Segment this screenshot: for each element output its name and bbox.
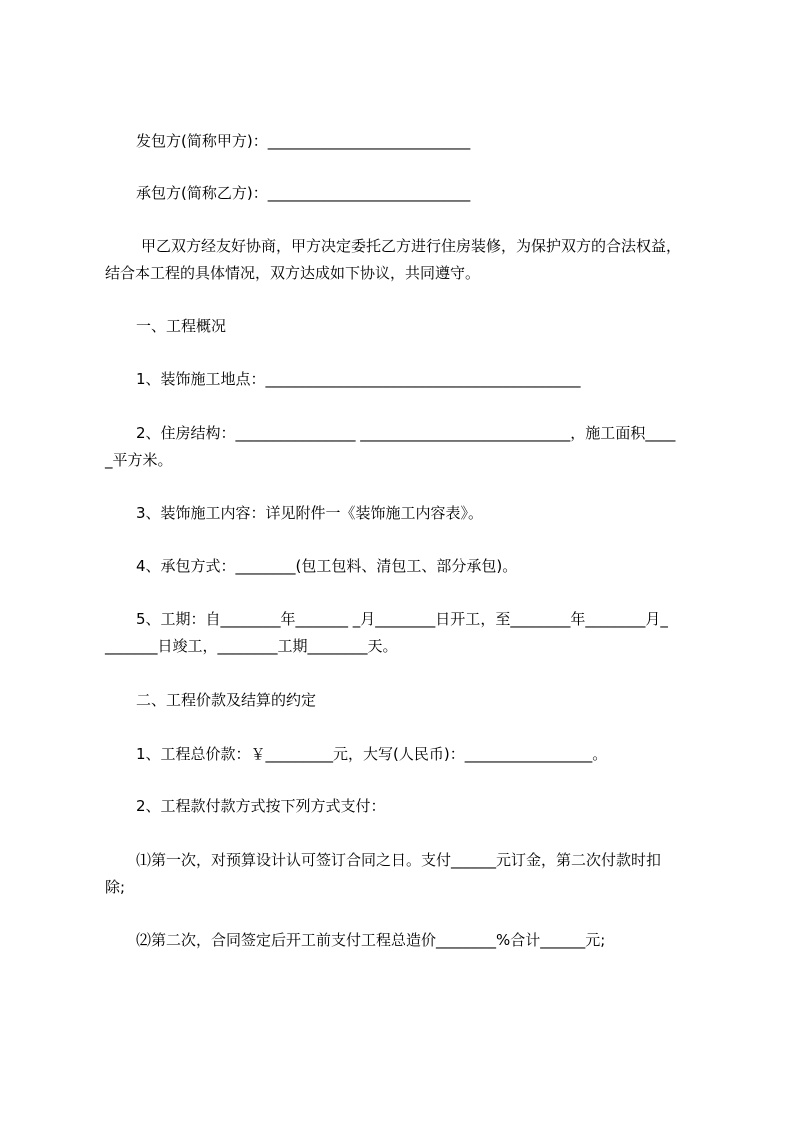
party-b-line: 承包方(简称乙方)：___________________________ — [136, 184, 471, 202]
section-heading-price: 二、工程价款及结算的约定 — [136, 691, 317, 709]
item-house-structure-line2: _平方米。 — [105, 451, 173, 469]
item-construction-location: 1、装饰施工地点：__________________________________________ — [136, 370, 581, 388]
item-construction-period-line1: 5、工期：自________年_______ _月________日开工，至________年________月_ — [136, 610, 668, 628]
item-payment-first-line1: ⑴第一次，对预算设计认可签订合同之日。支付______元订金，第二次付款时扣 — [136, 851, 662, 869]
item-construction-content: 3、装饰施工内容：详见附件一《装饰施工内容表》。 — [136, 504, 484, 522]
intro-paragraph-line1: 甲乙双方经友好协商，甲方决定委托乙方进行住房装修，为保护双方的合法权益， — [141, 237, 682, 255]
item-payment-second: ⑵第二次，合同签定后开工前支付工程总造价________%合计______元; — [136, 931, 606, 949]
item-house-structure-line1: 2、住房结构：________________ ____________________________，施工面积____ — [136, 424, 676, 442]
party-a-line: 发包方(简称甲方)：___________________________ — [136, 132, 471, 150]
item-contract-method: 4、承包方式：________(包工包料、清包工、部分承包)。 — [136, 557, 518, 575]
intro-paragraph-line2: 结合本工程的具体情况，双方达成如下协议，共同遵守。 — [105, 264, 481, 282]
item-total-price: 1、工程总价款：￥_________元，大写(人民币)：_________________。 — [136, 745, 608, 763]
item-payment-method: 2、工程款付款方式按下列方式支付： — [136, 797, 386, 815]
item-construction-period-line2: _______日竣工，________工期________天。 — [105, 637, 398, 655]
section-heading-overview: 一、工程概况 — [136, 317, 227, 335]
item-payment-first-line2: 除; — [105, 878, 126, 896]
